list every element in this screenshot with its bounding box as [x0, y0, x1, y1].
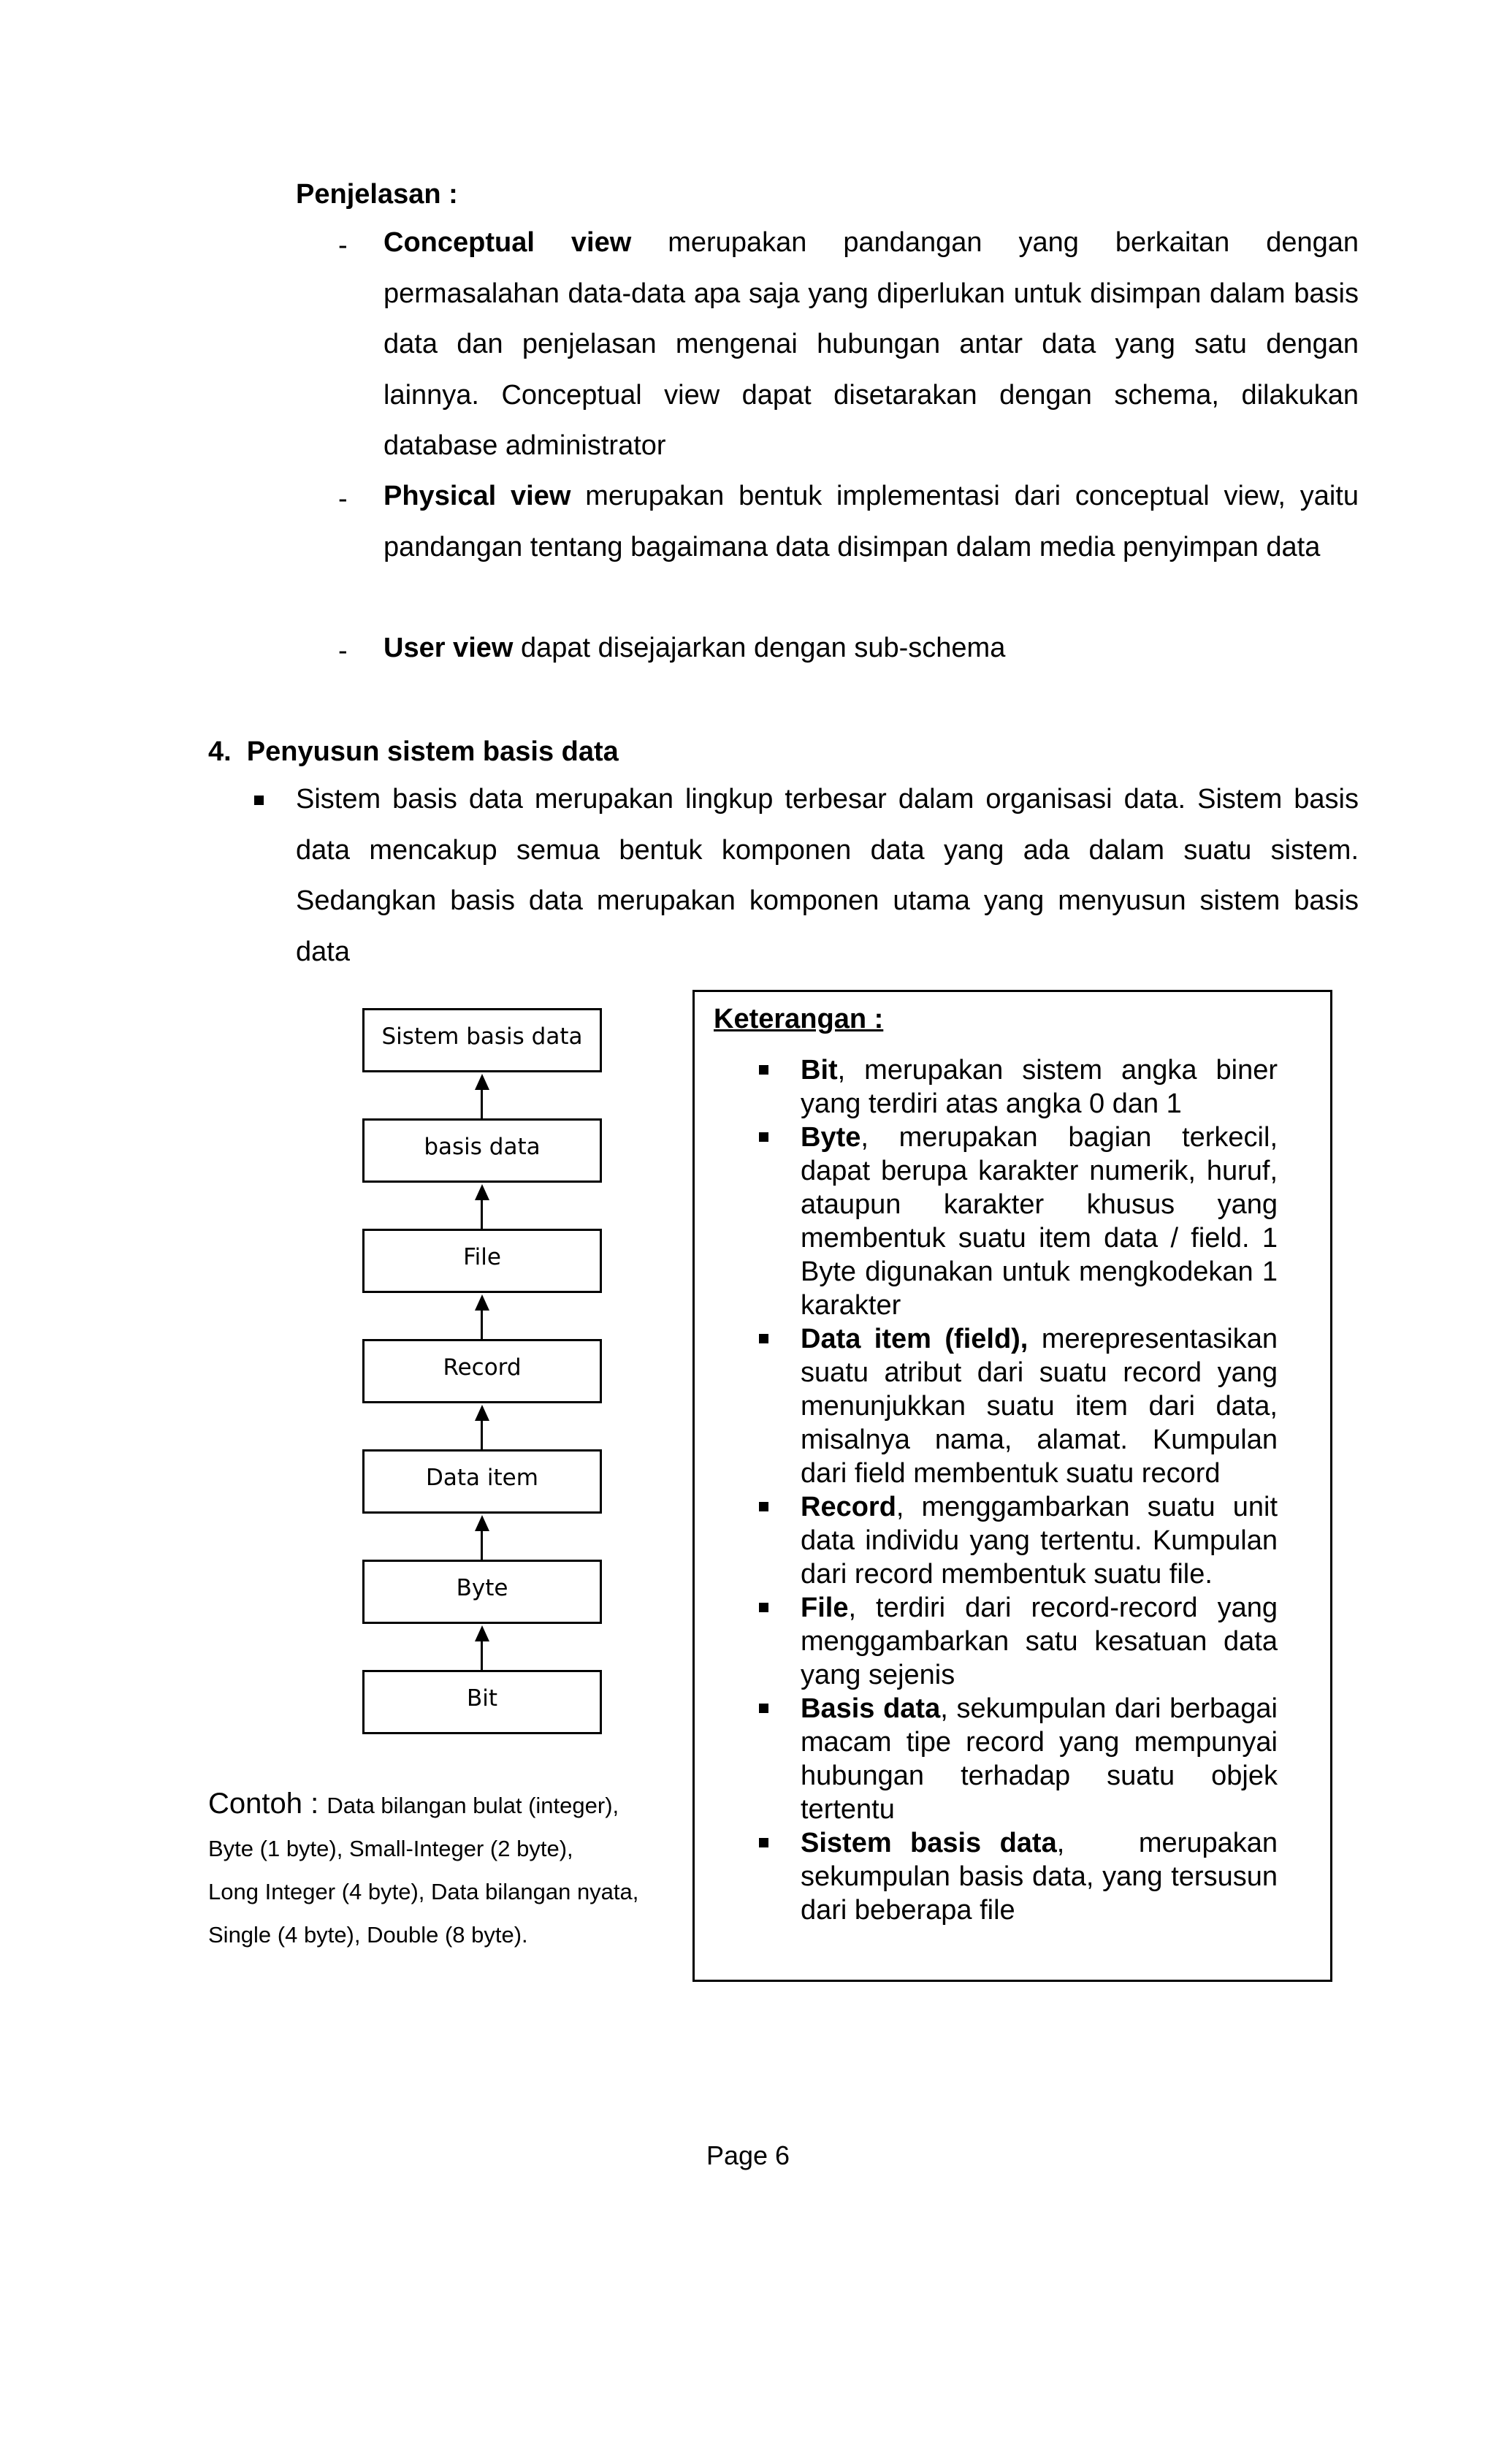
arrow-line — [481, 1528, 483, 1560]
item-term: Sistem basis data — [801, 1828, 1057, 1858]
physical-view-text: merupakan bentuk implementasi dari conceptual view, yaitu pandangan tentang bagaimana data disimpan dalam media penyimpan data — [383, 481, 1359, 562]
arrow-line — [481, 1197, 483, 1229]
keterangan-item-file — [801, 1591, 1278, 1692]
item-term: Record — [801, 1492, 896, 1522]
dash-marker: - — [338, 230, 348, 261]
keterangan-item-bit — [801, 1053, 1278, 1121]
diagram-box-record: Record — [362, 1339, 602, 1403]
arrow-line — [481, 1418, 483, 1449]
conceptual-view-text: merupakan pandangan yang berkaitan dengan permasalahan data-data apa saja yang diperlukan untuk disimpan dalam basis data dan penjelasan mengenai hubungan antar data yang satu dengan lainnya. Conceptual view dapat disetarakan dengan schema, dilakukan database administrator — [383, 227, 1359, 461]
item-term: Byte — [801, 1122, 861, 1153]
dash-marker: - — [338, 636, 348, 666]
item-term: Bit — [801, 1055, 838, 1086]
bullet-square — [759, 1334, 768, 1343]
item-term: Basis data — [801, 1693, 941, 1724]
keterangan-item-record — [801, 1490, 1278, 1591]
page-number: Page 6 — [706, 2140, 790, 2170]
diagram-box-sistem-basis-data: Sistem basis data — [362, 1008, 602, 1072]
bullet-square — [759, 1132, 768, 1142]
keterangan-item-basis-data — [801, 1692, 1278, 1826]
bullet-square — [759, 1502, 768, 1511]
section-4-heading: 4. Penyusun sistem basis data — [208, 736, 619, 767]
item-text: , menggambarkan suatu unit data individu yang tertentu. Kumpulan dari record membentuk suatu file. — [801, 1492, 1278, 1590]
user-view-paragraph — [383, 623, 1359, 674]
item-text: merepresentasikan suatu atribut dari suatu record yang menunjukkan suatu item dari data, misalnya nama, alamat. Kumpulan dari field membentuk suatu record — [801, 1324, 1278, 1489]
keterangan-item-sistem-basis-data — [801, 1826, 1286, 1927]
item-text: , sekumpulan dari berbagai macam tipe record yang mempunyai hubungan terhadap suatu objek tertentu — [801, 1693, 1278, 1825]
arrow-line — [481, 1087, 483, 1118]
section-4-paragraph: Sistem basis data merupakan lingkup terbesar dalam organisasi data. Sistem basis data mencakup semua bentuk komponen data yang ada dalam suatu sistem. Sedangkan basis data merupakan komponen utama yang menyusun sistem basis data — [296, 784, 1359, 967]
keterangan-box — [692, 990, 1332, 1982]
item-term: Data item (field), — [801, 1324, 1028, 1354]
contoh-example — [208, 1782, 690, 1956]
user-view-term: User view — [383, 633, 514, 663]
dash-marker: - — [338, 484, 348, 514]
contoh-line-1: Data bilangan bulat (integer), — [327, 1793, 619, 1818]
item-text: , merupakan bagian terkecil, dapat berupa karakter numerik, huruf, ataupun karakter khusus yang membentuk suatu item data / field. 1 Byte digunakan untuk mengkodekan 1 karakter — [801, 1122, 1278, 1321]
data-hierarchy-diagram — [358, 1008, 614, 1753]
item-text: , terdiri dari record-record yang menggambarkan satu kesatuan data yang sejenis — [801, 1593, 1278, 1690]
contoh-line-2: Byte (1 byte), Small-Integer (2 byte), — [208, 1836, 573, 1861]
conceptual-view-paragraph — [383, 218, 1359, 472]
arrow-line — [481, 1639, 483, 1670]
diagram-box-bit: Bit — [362, 1670, 602, 1734]
keterangan-item-byte — [801, 1121, 1278, 1322]
diagram-box-byte: Byte — [362, 1560, 602, 1624]
physical-view-paragraph — [383, 471, 1359, 573]
keterangan-title: Keterangan : — [714, 1004, 884, 1034]
contoh-line-4: Single (4 byte), Double (8 byte). — [208, 1922, 528, 1948]
penjelasan-title: Penjelasan : — [296, 179, 458, 210]
item-text: , merupakan sekumpulan basis data, yang tersusun dari beberapa file — [801, 1828, 1286, 1926]
conceptual-view-term: Conceptual view — [383, 227, 632, 258]
diagram-box-basis-data: basis data — [362, 1118, 602, 1183]
bullet-square — [254, 796, 264, 805]
bullet-square — [759, 1838, 768, 1847]
bullet-square — [759, 1065, 768, 1075]
item-text: , merupakan sistem angka biner yang terdiri atas angka 0 dan 1 — [801, 1055, 1278, 1119]
diagram-box-data-item: Data item — [362, 1449, 602, 1514]
physical-view-term: Physical view — [383, 481, 571, 511]
contoh-label: Contoh : — [208, 1788, 327, 1820]
bullet-square — [759, 1603, 768, 1612]
diagram-box-file: File — [362, 1229, 602, 1293]
bullet-square — [759, 1704, 768, 1713]
user-view-text: dapat disejajarkan dengan sub-schema — [513, 633, 1006, 663]
arrow-line — [481, 1308, 483, 1339]
contoh-line-3: Long Integer (4 byte), Data bilangan nyata, — [208, 1879, 639, 1904]
item-term: File — [801, 1593, 849, 1623]
keterangan-item-data-item — [801, 1322, 1278, 1490]
